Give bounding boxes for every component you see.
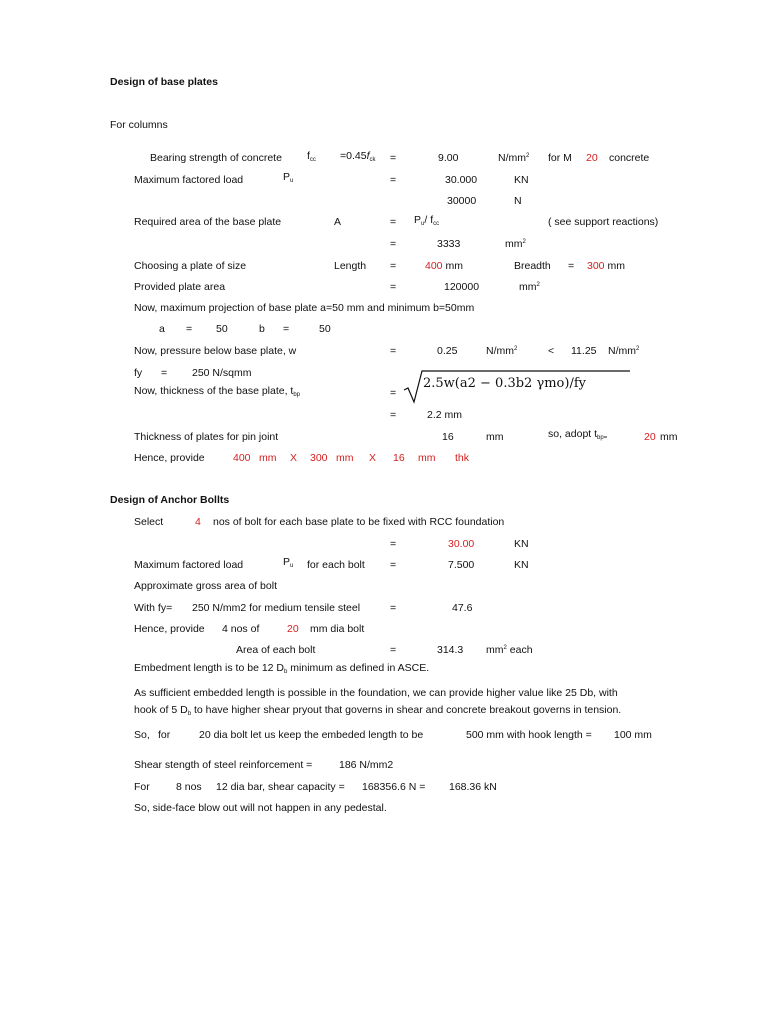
- pressure-unit: $N/mm^2$: [486, 345, 518, 357]
- pin-adopt-unit: mm: [660, 431, 678, 443]
- withfy-equals: =: [390, 602, 397, 614]
- provided-unit: $mm^2$: [519, 281, 540, 293]
- fy-label: fy: [134, 367, 143, 379]
- so-label: So,: [134, 729, 150, 741]
- so-hook: 100 mm: [614, 729, 652, 741]
- provide-mm3: mm: [418, 452, 436, 464]
- max-load-equals: =: [390, 174, 397, 186]
- thickness-formula: 2.5w(a2 − 0.3b2 γmo)/fy: [423, 376, 586, 391]
- withfy-label: With fy=: [134, 602, 173, 614]
- bearing-unit: $N/mm^2$: [498, 152, 530, 164]
- provide-mm2: mm: [336, 452, 354, 464]
- shear-cap-for: For: [134, 781, 150, 793]
- b-equals: =: [283, 323, 290, 335]
- provide-x2: X: [369, 452, 377, 464]
- pin-value: 16: [442, 431, 454, 443]
- bearing-symbol: $f_{cc}$: [307, 150, 316, 163]
- so-value: 500 mm with hook length =: [466, 729, 592, 741]
- select-count: 4: [195, 516, 201, 528]
- provide-v2: 300: [310, 452, 328, 464]
- pin-unit: mm: [486, 431, 504, 443]
- bolt-area-label: Area of each bolt: [236, 644, 316, 656]
- pressure-limit-unit: $N/mm^2$: [608, 345, 640, 357]
- withfy-value: 47.6: [452, 602, 473, 614]
- pressure-equals: =: [390, 345, 397, 357]
- bearing-expression: $=0.45f_{ck}$: [340, 150, 376, 163]
- max-load-n-value: 30000: [447, 195, 477, 207]
- sufficient-line-2: hook of 5 $D_b$ to have higher shear pryout that governs in shear and concrete breakout governs in tension.: [134, 704, 622, 717]
- a-equals: =: [186, 323, 193, 335]
- shear-cap-value: 168356.6 N =: [362, 781, 426, 793]
- req-area-value: 3333: [437, 238, 461, 250]
- provide-mm1: mm: [259, 452, 277, 464]
- req-area-equals: =: [390, 216, 397, 228]
- bearing-for-m: for M: [548, 152, 572, 164]
- pin-label: Thickness of plates for pin joint: [134, 431, 279, 443]
- thickness-label: Now, thickness of the base plate, $t_{bp}$: [134, 385, 301, 398]
- bearing-grade: 20: [586, 152, 598, 164]
- req-area-val-equals: =: [390, 238, 397, 250]
- fy-value: 250 N/sqmm: [192, 367, 252, 379]
- req-area-symbol: A: [334, 216, 342, 228]
- provide-thk: thk: [455, 452, 470, 464]
- bolt-area-equals: =: [390, 644, 397, 656]
- select-val-equals: =: [390, 538, 397, 550]
- section-title-anchor-bolts: Design of Anchor Bollts: [110, 494, 230, 506]
- choose-equals-2: =: [568, 260, 575, 272]
- choose-breadth-label: Breadth: [514, 260, 551, 272]
- provide-x1: X: [290, 452, 298, 464]
- max-load-n-unit: N: [514, 195, 522, 207]
- pressure-value: 0.25: [437, 345, 458, 357]
- so-for: for: [158, 729, 171, 741]
- thickness-val-equals: =: [390, 409, 397, 421]
- pressure-label: Now, pressure below base plate, w: [134, 345, 297, 357]
- provide-label: Hence, provide: [134, 452, 205, 464]
- max-load-value: 30.000: [445, 174, 478, 186]
- thickness-value: 2.2 mm: [427, 409, 463, 421]
- select-value: 30.00: [448, 538, 475, 550]
- a-value: 50: [216, 323, 228, 335]
- projection-text: Now, maximum projection of base plate a=50 mm and minimum b=50mm: [134, 302, 475, 314]
- provide-v3: 16: [393, 452, 405, 464]
- req-area-label: Required area of the base plate: [134, 216, 282, 228]
- bearing-value: 9.00: [438, 152, 459, 164]
- bearing-equals: =: [390, 152, 397, 164]
- choose-length: 400 mm: [425, 260, 463, 272]
- bolt-area-unit: $mm^2$ each: [486, 644, 533, 656]
- provide-bolt-label: Hence, provide: [134, 623, 205, 635]
- bolt-load-value: 7.500: [448, 559, 475, 571]
- max-load-label: Maximum factored load: [134, 174, 244, 186]
- withfy-text: 250 N/mm2 for medium tensile steel: [192, 602, 361, 614]
- bearing-concrete: concrete: [609, 152, 650, 164]
- provided-label: Provided plate area: [134, 281, 226, 293]
- shear-cap-nos: 8 nos: [176, 781, 202, 793]
- shear-strength-value: 186 N/mm2: [339, 759, 394, 771]
- req-area-expression: $P_u/$ $f_{cc}$: [414, 214, 440, 227]
- b-value: 50: [319, 323, 331, 335]
- pin-adopt: so, adopt $t_{bp=}$: [548, 428, 608, 441]
- a-label: a: [159, 323, 165, 335]
- bolt-load-label: Maximum factored load: [134, 559, 244, 571]
- max-load-unit: KN: [514, 174, 529, 186]
- provide-bolt-text: mm dia bolt: [310, 623, 365, 635]
- b-label: b: [259, 323, 265, 335]
- req-area-unit: $mm^2$: [505, 238, 526, 250]
- bearing-label: Bearing strength of concrete: [150, 152, 282, 164]
- thickness-equals: =: [390, 387, 397, 399]
- provide-bolt-nos: 4 nos of: [222, 623, 260, 635]
- bolt-load-equals: =: [390, 559, 397, 571]
- select-label: Select: [134, 516, 164, 528]
- select-unit: KN: [514, 538, 529, 550]
- conclusion-text: So, side-face blow out will not happen in any pedestal.: [134, 802, 387, 814]
- provide-v1: 400: [233, 452, 251, 464]
- sufficient-line-1: As sufficient embedded length is possible in the foundation, we can provide higher value like 25 Db, with: [134, 687, 618, 699]
- max-load-symbol: $P_u$: [283, 171, 294, 184]
- shear-strength-label: Shear stength of steel reinforcement =: [134, 759, 313, 771]
- bolt-load-unit: KN: [514, 559, 529, 571]
- so-text: 20 dia bolt let us keep the embeded length to be: [199, 729, 424, 741]
- choose-length-label: Length: [334, 260, 367, 272]
- pin-adopt-value: 20: [644, 431, 656, 443]
- pressure-limit: 11.25: [571, 345, 597, 357]
- bolt-load-each: for each bolt: [307, 559, 365, 571]
- select-text: nos of bolt for each base plate to be fixed with RCC foundation: [213, 516, 505, 528]
- req-area-note: ( see support reactions): [548, 216, 659, 228]
- provided-value: 120000: [444, 281, 480, 293]
- choose-label: Choosing a plate of size: [134, 260, 247, 272]
- gross-area-label: Approximate gross area of bolt: [134, 580, 277, 592]
- fy-equals: =: [161, 367, 168, 379]
- provided-equals: =: [390, 281, 397, 293]
- embedment-text: Embedment length is to be 12 $D_b$ minimum as defined in ASCE.: [134, 662, 430, 675]
- bolt-load-symbol: $P_u$: [283, 556, 294, 569]
- provide-bolt-dia: 20: [287, 623, 299, 635]
- choose-breadth: 300 mm: [587, 260, 625, 272]
- section-title-base-plates: Design of base plates: [110, 76, 218, 88]
- shear-cap-kn: 168.36 kN: [449, 781, 497, 793]
- bolt-area-value: 314.3: [437, 644, 464, 656]
- pressure-less-than: <: [548, 345, 555, 357]
- shear-cap-text: 12 dia bar, shear capacity =: [216, 781, 345, 793]
- for-columns-label: For columns: [110, 119, 168, 131]
- choose-equals: =: [390, 260, 397, 272]
